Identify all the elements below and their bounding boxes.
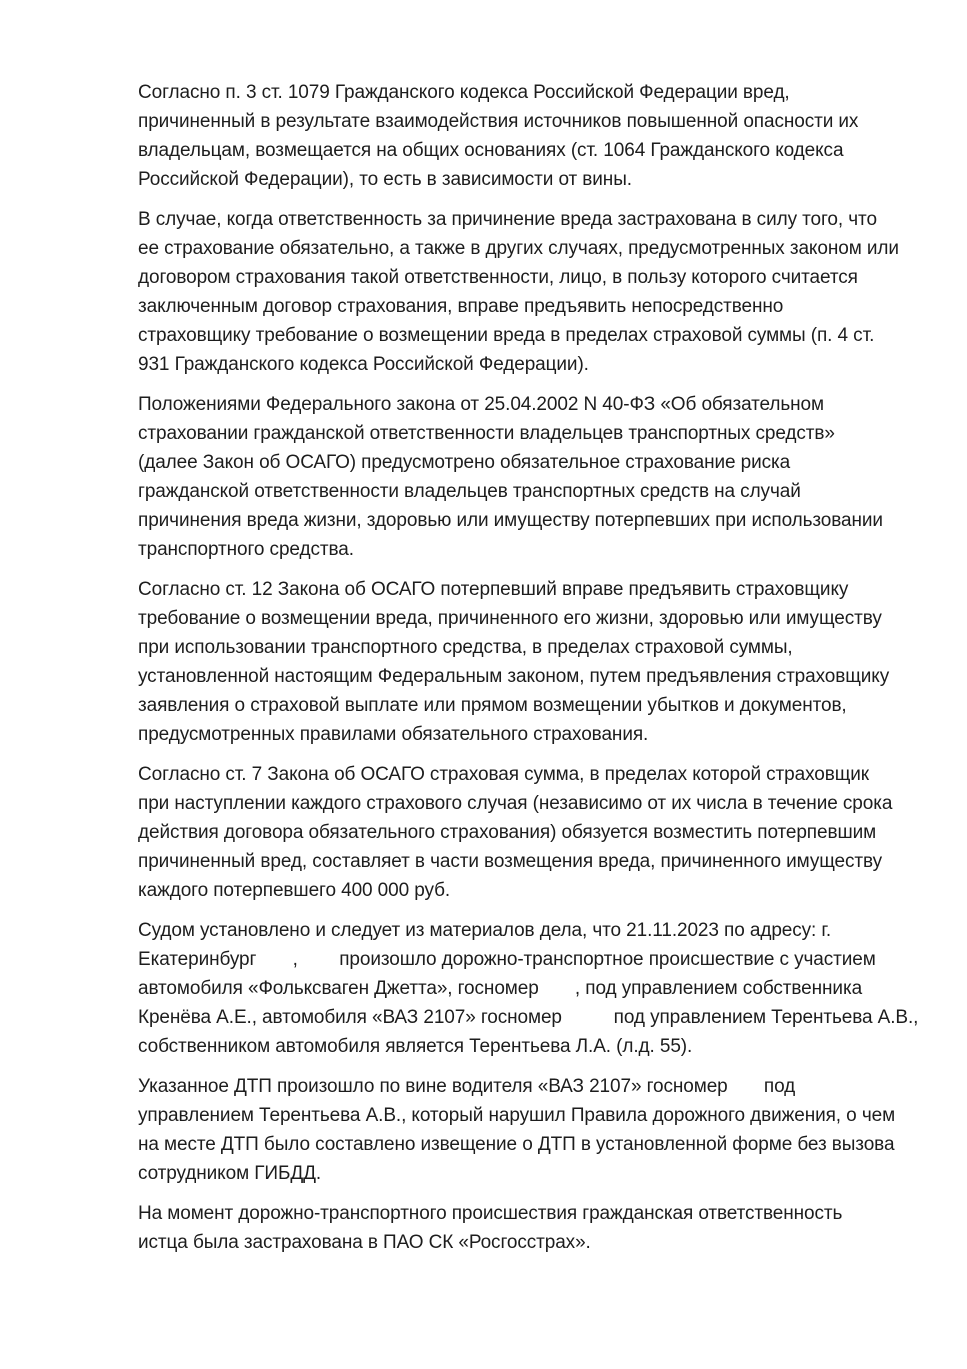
paragraph	[138, 78, 928, 194]
text-line: В случае, когда ответственность за причинение вреда застрахована в силу того, что	[138, 209, 877, 230]
text-line: причиненный в результате взаимодействия источников повышенной опасности их	[138, 111, 859, 132]
paragraph	[138, 205, 928, 379]
text-line: предусмотренных правилами обязательного страхования.	[138, 724, 649, 745]
text-line: (далее Закон об ОСАГО) предусмотрено обязательное страхование риска	[138, 452, 791, 473]
text-line: на месте ДТП было составлено извещение о ДТП в установленной форме без вызова	[138, 1134, 895, 1155]
text-line: сотрудником ГИБДД.	[138, 1163, 322, 1184]
court-decision-text	[138, 78, 928, 1257]
text-line: транспортного средства.	[138, 539, 354, 560]
paragraph	[138, 390, 928, 564]
text-line: собственником автомобиля является Терентьева Л.А. (л.д. 55).	[138, 1036, 693, 1057]
text-line: Положениями Федерального закона от 25.04.2002 N 40-ФЗ «Об обязательном	[138, 394, 824, 415]
text-line: Екатеринбург , произошло дорожно-транспортное происшествие с участием	[138, 949, 876, 970]
text-line: 931 Гражданского кодекса Российской Федерации).	[138, 354, 589, 375]
text-line: причиненный вред, составляет в части возмещения вреда, причиненного имуществу	[138, 851, 883, 872]
paragraph	[138, 916, 928, 1061]
text-line: страховщику требование о возмещении вреда в пределах страховой суммы (п. 4 ст.	[138, 325, 875, 346]
text-line: Согласно ст. 7 Закона об ОСАГО страховая сумма, в пределах которой страховщик	[138, 764, 869, 785]
text-line: при использовании транспортного средства, в пределах страховой суммы,	[138, 637, 793, 658]
text-line: Согласно п. 3 ст. 1079 Гражданского кодекса Российской Федерации вред,	[138, 82, 790, 103]
text-line: при наступлении каждого страхового случая (независимо от их числа в течение срока	[138, 793, 893, 814]
text-line: автомобиля «Фольксваген Джетта», госномер , под управлением собственника	[138, 978, 863, 999]
paragraph	[138, 575, 928, 749]
text-line: Кренёва А.Е., автомобиля «ВАЗ 2107» госномер под управлением Терентьева А.В.,	[138, 1007, 919, 1028]
text-line: страховании гражданской ответственности владельцев транспортных средств»	[138, 423, 835, 444]
text-line: гражданской ответственности владельцев транспортных средств на случай	[138, 481, 801, 502]
text-line: требование о возмещении вреда, причиненного его жизни, здоровью или имуществу	[138, 608, 882, 629]
text-line: договором страхования такой ответственности, лицо, в пользу которого считается	[138, 267, 858, 288]
paragraph	[138, 1199, 928, 1257]
text-line: владельцам, возмещается на общих основаниях (ст. 1064 Гражданского кодекса	[138, 140, 844, 161]
text-line: заключенным договор страхования, вправе предъявить непосредственно	[138, 296, 784, 317]
text-line: действия договора обязательного страхования) обязуется возместить потерпевшим	[138, 822, 877, 843]
text-line: Указанное ДТП произошло по вине водителя «ВАЗ 2107» госномер под	[138, 1076, 796, 1097]
text-line: управлением Терентьева А.В., который нарушил Правила дорожного движения, о чем	[138, 1105, 896, 1126]
text-line: причинения вреда жизни, здоровью или имуществу потерпевших при использовании	[138, 510, 883, 531]
text-line: каждого потерпевшего 400 000 руб.	[138, 880, 451, 901]
text-line: На момент дорожно-транспортного происшествия гражданская ответственность	[138, 1203, 843, 1224]
text-line: истца была застрахована в ПАО СК «Росгосстрах».	[138, 1232, 591, 1253]
paragraph	[138, 1072, 928, 1188]
text-line: заявления о страховой выплате или прямом возмещении убытков и документов,	[138, 695, 847, 716]
text-line: ее страхование обязательно, а также в других случаях, предусмотренных законом или	[138, 238, 899, 259]
text-line: Российской Федерации), то есть в зависимости от вины.	[138, 169, 632, 190]
paragraph	[138, 760, 928, 905]
text-line: Судом установлено и следует из материалов дела, что 21.11.2023 по адресу: г.	[138, 920, 832, 941]
text-line: установленной настоящим Федеральным законом, путем предъявления страховщику	[138, 666, 890, 687]
text-line: Согласно ст. 12 Закона об ОСАГО потерпевший вправе предъявить страховщику	[138, 579, 849, 600]
